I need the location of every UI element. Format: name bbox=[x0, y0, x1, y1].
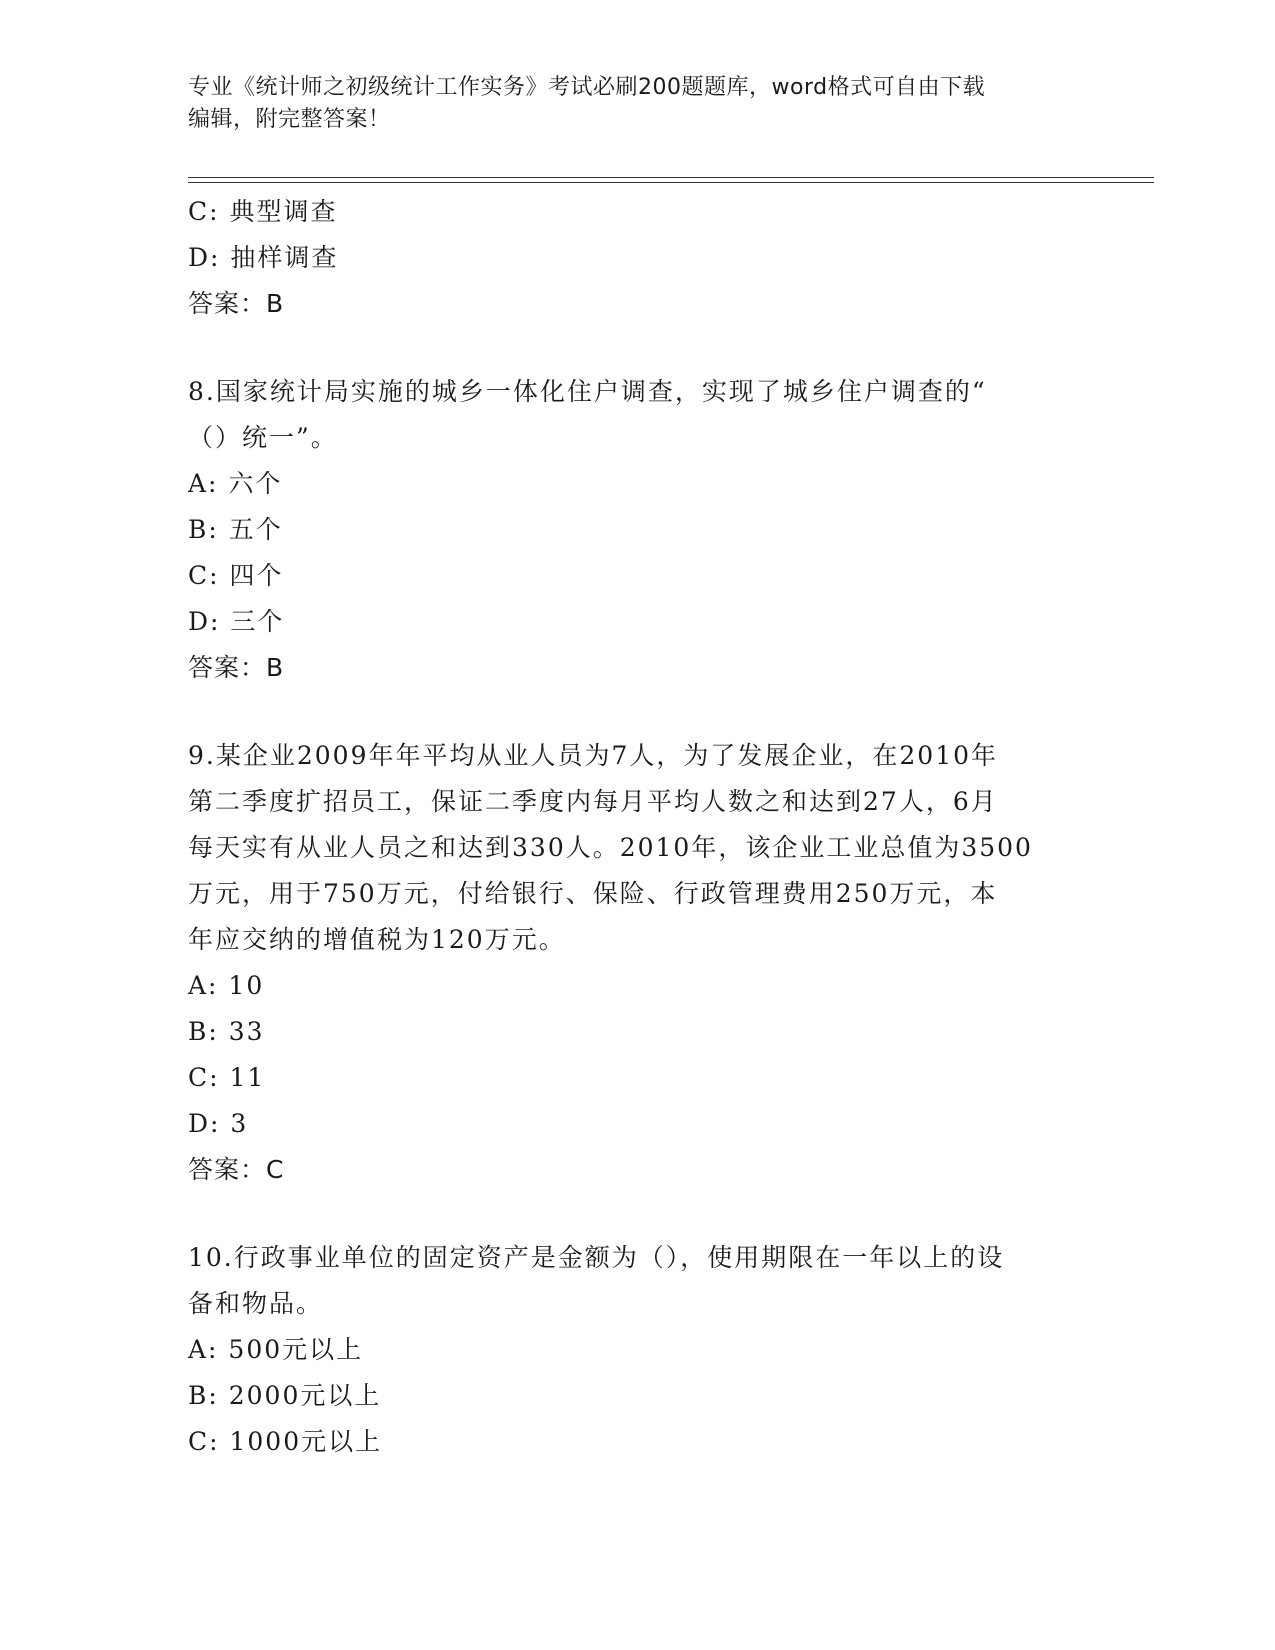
option-b: B: 33 bbox=[188, 1017, 265, 1046]
question-9 bbox=[188, 733, 1088, 1193]
option-a: A: 六个 bbox=[188, 469, 283, 498]
question-10 bbox=[188, 1235, 1088, 1465]
question-stem-line: 第二季度扩招员工，保证二季度内每月平均人数之和达到27人，6月 bbox=[188, 787, 998, 816]
option-c: C: 四个 bbox=[188, 561, 284, 590]
document-body bbox=[188, 189, 1088, 1465]
question-stem-line: 万元，用于750万元，付给银行、保险、行政管理费用250万元，本 bbox=[188, 879, 998, 908]
question-stem-line: 年应交纳的增值税为120万元。 bbox=[188, 925, 566, 954]
answer-line: 答案：C bbox=[188, 1155, 285, 1184]
option-c: C: 典型调查 bbox=[188, 197, 338, 226]
question-7-tail bbox=[188, 189, 1088, 327]
option-d: D: 3 bbox=[188, 1109, 249, 1138]
question-stem-line: （）统一”。 bbox=[188, 423, 338, 452]
header-line-2: 编辑，附完整答案！ bbox=[188, 107, 391, 132]
option-b: B: 五个 bbox=[188, 515, 283, 544]
question-8 bbox=[188, 369, 1088, 691]
header-divider-bottom bbox=[188, 182, 1154, 183]
option-c: C: 1000元以上 bbox=[188, 1427, 383, 1456]
question-stem-line: 9.某企业2009年年平均从业人员为7人，为了发展企业，在2010年 bbox=[188, 741, 999, 770]
header-divider-top bbox=[188, 177, 1154, 178]
option-a: A: 10 bbox=[188, 971, 265, 1000]
option-a: A: 500元以上 bbox=[188, 1335, 364, 1364]
header-line-1: 专业《统计师之初级统计工作实务》考试必刷200题题库，word格式可自由下载 bbox=[188, 75, 986, 100]
answer-line: 答案：B bbox=[188, 653, 285, 682]
question-stem-line: 每天实有从业人员之和达到330人。2010年，该企业工业总值为3500 bbox=[188, 833, 1033, 862]
option-d: D: 抽样调查 bbox=[188, 243, 339, 272]
document-header bbox=[188, 72, 1088, 136]
answer-line: 答案：B bbox=[188, 289, 285, 318]
question-stem-line: 8.国家统计局实施的城乡一体化住户调查，实现了城乡住户调查的“ bbox=[188, 377, 987, 406]
question-stem-line: 10.行政事业单位的固定资产是金额为（），使用期限在一年以上的设 bbox=[188, 1243, 1005, 1272]
option-b: B: 2000元以上 bbox=[188, 1381, 382, 1410]
option-c: C: 11 bbox=[188, 1063, 266, 1092]
option-d: D: 三个 bbox=[188, 607, 285, 636]
question-stem-line: 备和物品。 bbox=[188, 1289, 324, 1318]
